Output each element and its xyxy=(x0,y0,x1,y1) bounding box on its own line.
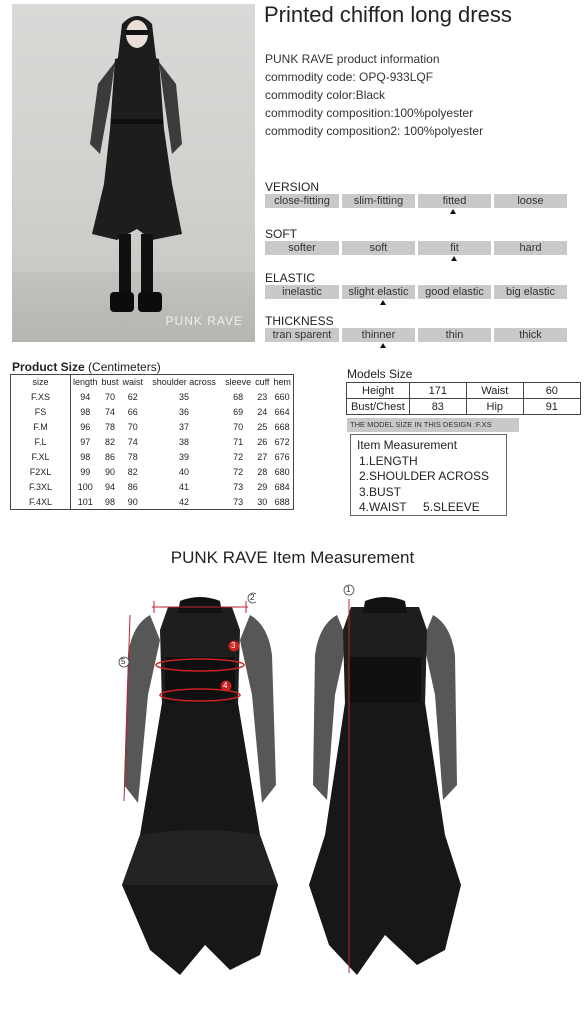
selected-marker-thickness xyxy=(380,343,386,348)
measurement-section-title: PUNK RAVE Item Measurement xyxy=(170,548,415,567)
table-cell: 97 xyxy=(80,437,91,447)
table-cell: Bust/Chest xyxy=(347,399,410,415)
table-cell: 680 xyxy=(274,467,290,477)
table-cell: 28 xyxy=(257,467,268,477)
table-cell: 86 xyxy=(105,452,116,462)
column-header: hem xyxy=(273,377,291,388)
marker-label: 1 xyxy=(346,585,351,594)
table-row xyxy=(347,383,581,399)
table-cell: 78 xyxy=(127,452,138,462)
table-cell: 668 xyxy=(274,422,290,432)
table-cell: 664 xyxy=(274,407,290,417)
info-line: PUNK RAVE product information xyxy=(265,52,440,66)
table-cell: 70 xyxy=(233,422,244,432)
table-row xyxy=(11,405,294,420)
table-cell: Hip xyxy=(466,399,523,415)
attr-option: slim-fitting xyxy=(342,194,415,208)
table-cell: 74 xyxy=(127,437,138,447)
table-cell: 82 xyxy=(127,467,138,477)
product-size-heading: Product Size xyxy=(12,360,85,374)
info-line: commodity composition2: 100%polyester xyxy=(265,124,484,138)
measurement-line: 2.SHOULDER ACROSS xyxy=(359,469,490,483)
models-size-table xyxy=(346,382,581,415)
info-line: commodity code: OPQ-933LQF xyxy=(265,70,434,84)
table-cell: F.3XL xyxy=(11,480,71,495)
attr-option: loose xyxy=(494,194,567,208)
table-cell: 71 xyxy=(233,437,244,447)
table-cell: 60 xyxy=(523,383,580,399)
attr-option: tran sparent xyxy=(265,328,339,342)
table-cell: 40 xyxy=(179,467,190,477)
table-cell: 90 xyxy=(105,467,116,477)
attr-label-thickness: THICKNESS xyxy=(265,314,334,328)
column-header: bust xyxy=(101,377,119,388)
table-cell: 78 xyxy=(105,422,116,432)
table-row xyxy=(11,495,294,510)
info-line: commodity color:Black xyxy=(265,88,386,102)
table-cell: 70 xyxy=(105,392,116,402)
table-cell: Waist xyxy=(466,383,523,399)
table-cell: 86 xyxy=(127,482,138,492)
attr-option: fit xyxy=(418,241,491,255)
table-row xyxy=(347,399,581,415)
item-measurement-box xyxy=(350,434,507,516)
models-size-title: Models Size xyxy=(347,367,413,381)
table-cell: 98 xyxy=(80,407,91,417)
table-cell: 35 xyxy=(179,392,190,402)
table-cell: 24 xyxy=(257,407,268,417)
table-cell: 676 xyxy=(274,452,290,462)
photo-watermark: PUNK RAVE xyxy=(165,314,243,328)
column-header: sleeve xyxy=(225,377,252,388)
attr-label-elastic: ELASTIC xyxy=(265,271,316,285)
table-cell: 25 xyxy=(257,422,268,432)
table-cell: 94 xyxy=(80,392,91,402)
table-cell: F.XS xyxy=(11,390,71,405)
attr-option: slight elastic xyxy=(342,285,415,299)
product-size-unit: (Centimeters) xyxy=(88,360,161,374)
table-cell: 41 xyxy=(179,482,190,492)
table-cell: 72 xyxy=(233,452,244,462)
table-cell: 74 xyxy=(105,407,116,417)
column-header: size xyxy=(11,375,71,390)
table-cell: F.L xyxy=(11,435,71,450)
table-cell: 90 xyxy=(127,496,138,507)
table-cell: 27 xyxy=(257,452,268,462)
marker-label: 4 xyxy=(223,681,228,690)
attr-option: hard xyxy=(494,241,567,255)
table-row xyxy=(11,465,294,480)
table-cell: 73 xyxy=(233,496,244,507)
attr-row-version xyxy=(265,194,567,208)
table-cell: 68 xyxy=(233,392,244,402)
table-cell: 69 xyxy=(233,407,244,417)
attr-option: softer xyxy=(265,241,339,255)
table-cell: 37 xyxy=(179,422,190,432)
attr-label-version: VERSION xyxy=(265,180,320,194)
table-cell: 39 xyxy=(179,452,190,462)
table-header-row xyxy=(11,375,294,390)
attr-option: close-fitting xyxy=(265,194,339,208)
table-cell: Height xyxy=(347,383,410,399)
table-cell: 96 xyxy=(80,422,91,432)
measurement-line: 1.LENGTH xyxy=(359,453,418,468)
model-figure xyxy=(12,4,255,342)
attr-row-thickness xyxy=(265,328,567,342)
product-title: Printed chiffon long dress xyxy=(264,2,512,27)
marker-label: 5 xyxy=(121,657,126,666)
table-row xyxy=(11,420,294,435)
attr-option: inelastic xyxy=(265,285,339,299)
attr-option: thinner xyxy=(342,328,415,342)
attr-option: big elastic xyxy=(494,285,567,299)
table-cell: 82 xyxy=(105,437,116,447)
table-row xyxy=(11,435,294,450)
item-measurement-title: Item Measurement xyxy=(357,438,458,452)
attr-option: thin xyxy=(418,328,491,342)
table-cell: F.XL xyxy=(11,450,71,465)
table-cell: 100 xyxy=(77,482,93,492)
table-cell: 91 xyxy=(523,399,580,415)
table-cell: 62 xyxy=(127,392,138,402)
attr-option: fitted xyxy=(418,194,491,208)
table-cell: 42 xyxy=(179,496,190,507)
product-info xyxy=(265,50,483,140)
attr-row-elastic xyxy=(265,285,567,299)
table-cell: 72 xyxy=(233,467,244,477)
table-cell: 660 xyxy=(274,392,290,402)
table-cell: 38 xyxy=(179,437,190,447)
table-cell: 73 xyxy=(233,482,244,492)
table-cell: 30 xyxy=(257,496,268,507)
dress-back-illustration xyxy=(305,585,465,980)
table-cell: 66 xyxy=(127,407,138,417)
table-row xyxy=(11,390,294,405)
table-cell: FS xyxy=(11,405,71,420)
model-size-note: THE MODEL SIZE IN THIS DESIGN :F.XS xyxy=(347,418,519,432)
marker-label: 2 xyxy=(250,593,255,602)
table-cell: F.M xyxy=(11,420,71,435)
table-cell: 98 xyxy=(105,496,116,507)
attr-row-soft xyxy=(265,241,567,255)
table-cell: 672 xyxy=(274,437,290,447)
table-cell: 171 xyxy=(409,383,466,399)
table-cell: 23 xyxy=(257,392,268,402)
table-cell: 36 xyxy=(179,407,190,417)
product-size-title xyxy=(12,360,161,374)
table-row xyxy=(11,480,294,495)
selected-marker-version xyxy=(450,209,456,214)
table-cell: 684 xyxy=(274,482,290,492)
table-cell: 83 xyxy=(409,399,466,415)
marker-label: 3 xyxy=(231,641,236,650)
measurement-line: 4.WAIST 5.SLEEVE xyxy=(359,500,480,514)
table-cell: 29 xyxy=(257,482,268,492)
table-cell: 99 xyxy=(80,467,91,477)
attr-label-soft: SOFT xyxy=(265,227,297,241)
attr-option: good elastic xyxy=(418,285,491,299)
column-header: cuff xyxy=(255,377,270,388)
selected-marker-soft xyxy=(451,256,457,261)
column-header: waist xyxy=(122,377,144,388)
column-header: shoulder across xyxy=(152,377,216,388)
measurement-line: 3.BUST xyxy=(359,484,402,499)
info-line: commodity composition:100%polyester xyxy=(265,106,474,120)
table-cell: 70 xyxy=(127,422,138,432)
table-cell: 94 xyxy=(105,482,116,492)
table-cell: F2XL xyxy=(11,465,71,480)
table-cell: 26 xyxy=(257,437,268,447)
table-cell: F.4XL xyxy=(11,495,71,510)
product-size-table xyxy=(10,374,294,510)
table-row xyxy=(11,450,294,465)
selected-marker-elastic xyxy=(380,300,386,305)
column-header: length xyxy=(73,377,98,388)
table-cell: 101 xyxy=(77,496,93,507)
table-cell: 98 xyxy=(80,452,91,462)
table-cell: 688 xyxy=(274,496,290,507)
model-photo xyxy=(12,4,255,342)
attr-option: thick xyxy=(494,328,567,342)
attr-option: soft xyxy=(342,241,415,255)
